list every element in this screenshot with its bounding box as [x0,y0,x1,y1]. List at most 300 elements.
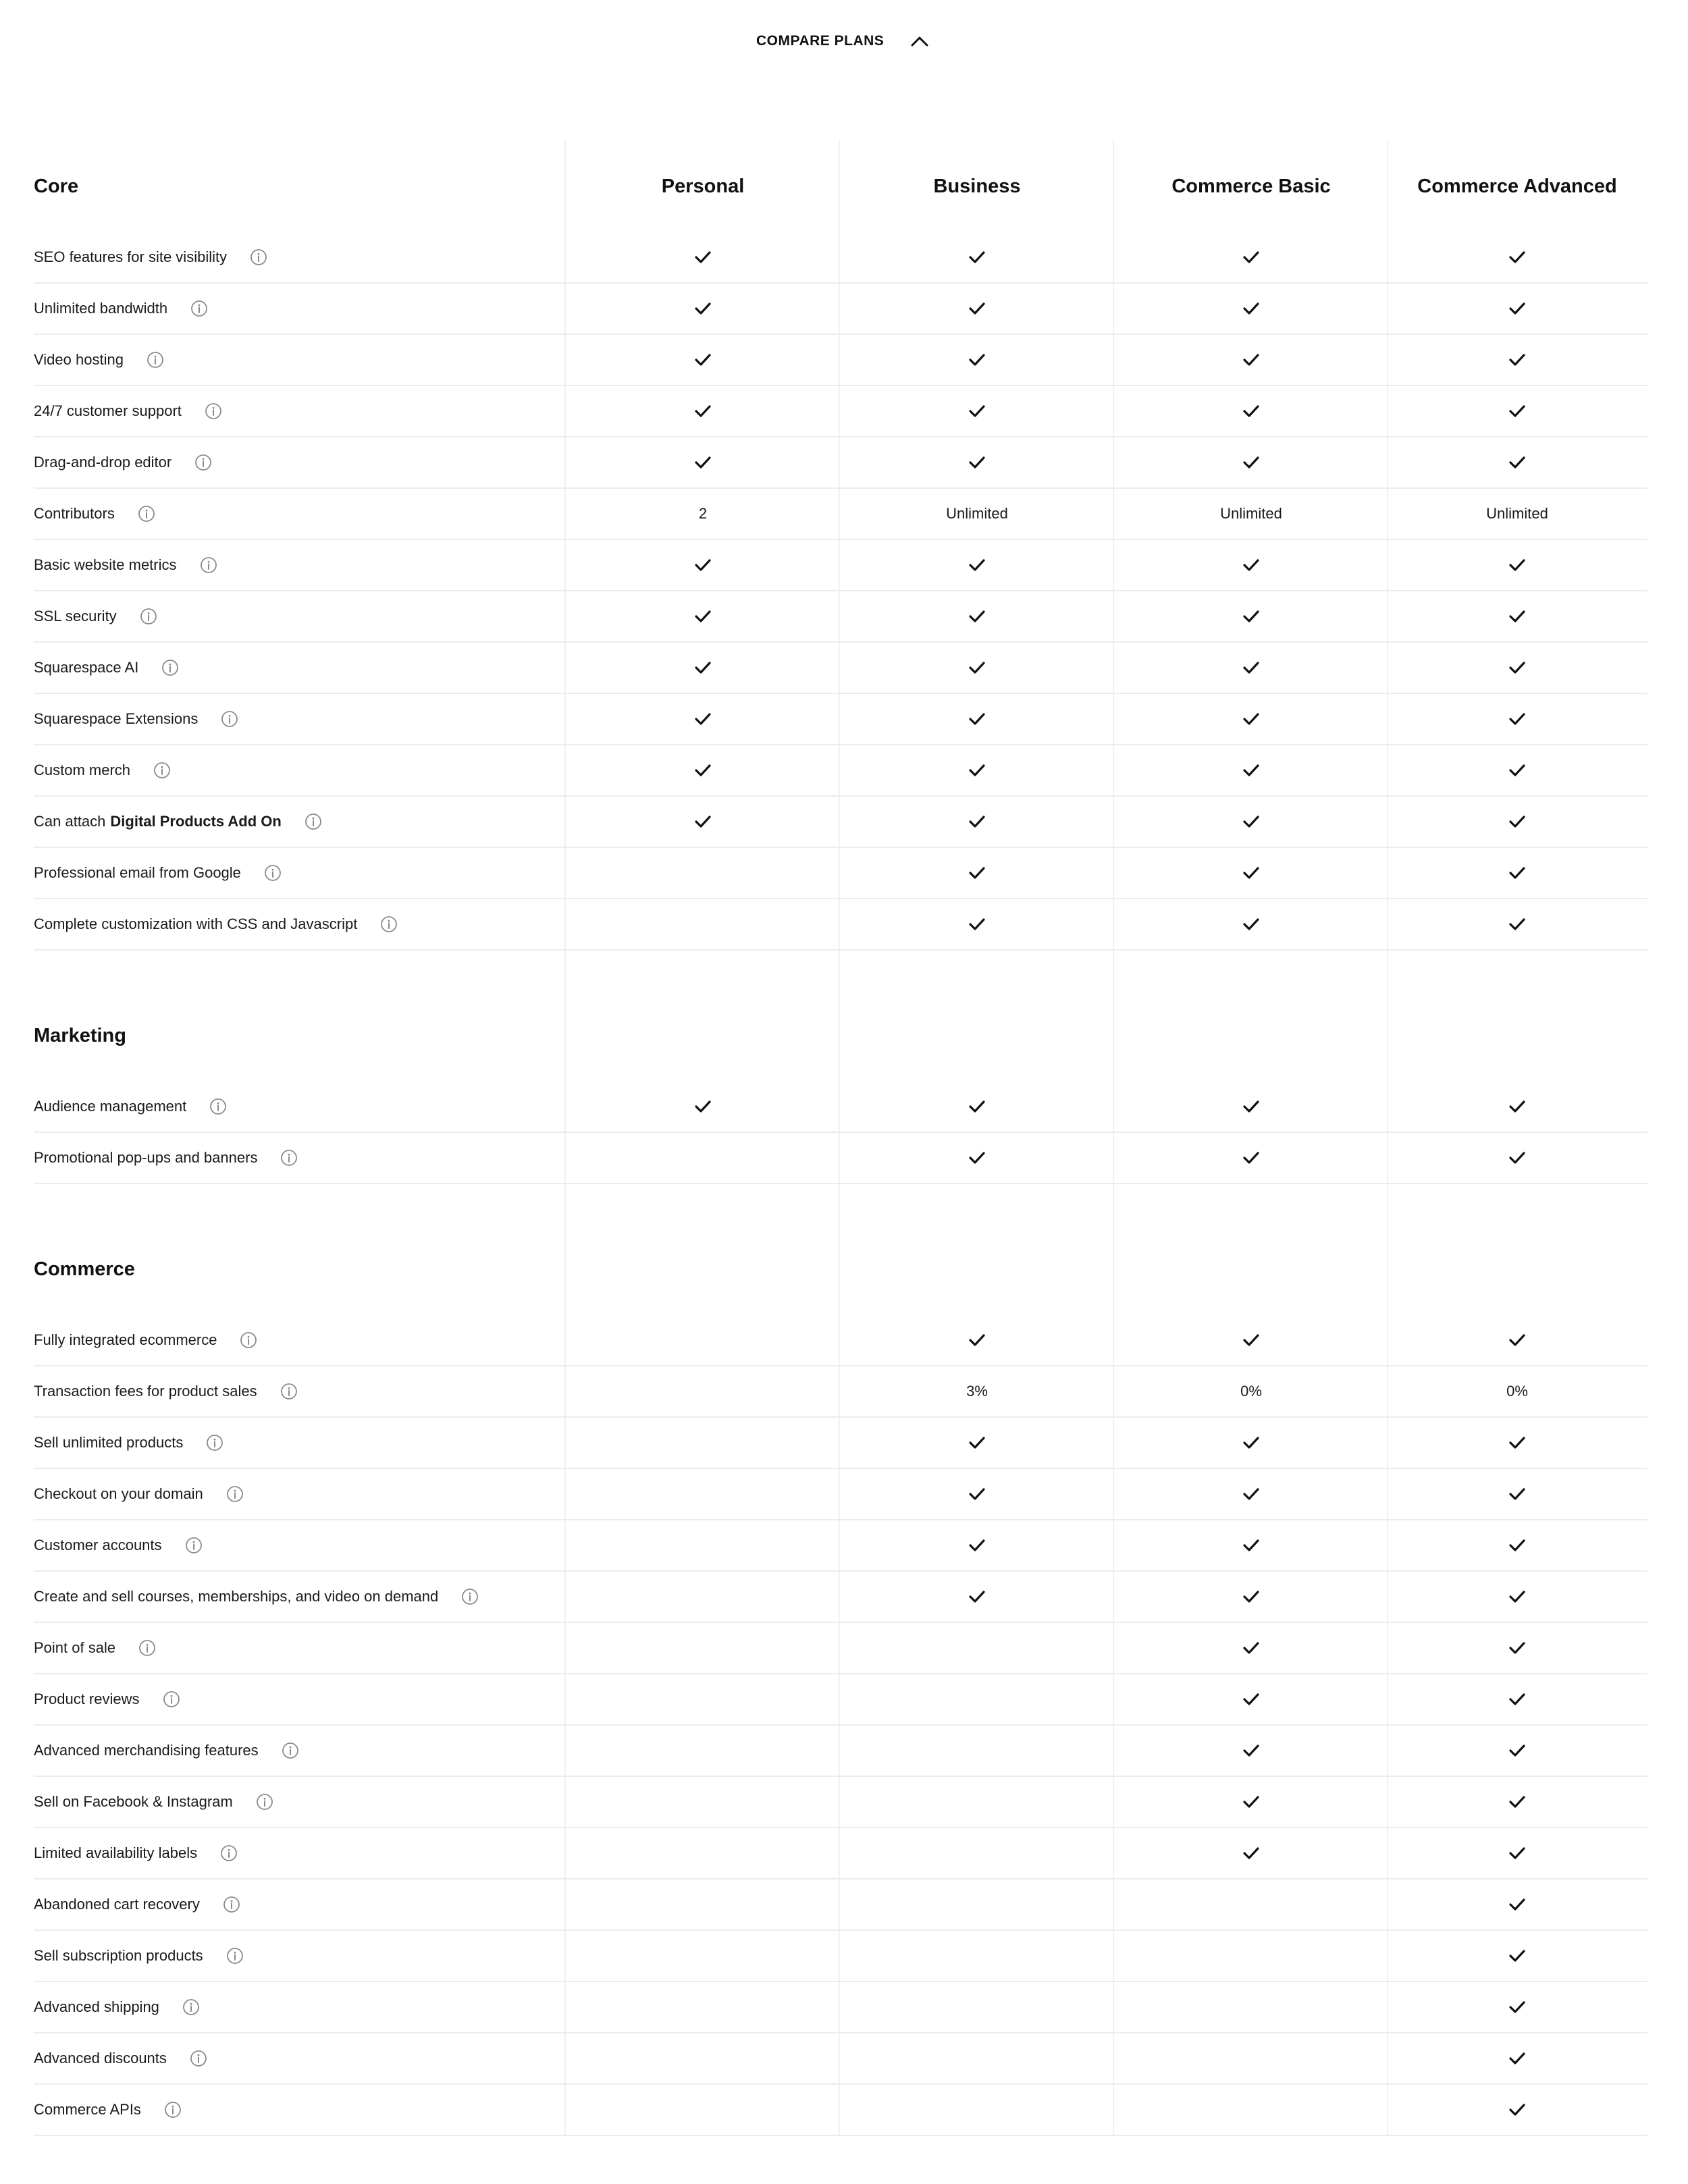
plan-cell-commerce-advanced [1388,1572,1646,1622]
plan-cell-commerce-basic [1114,1366,1388,1416]
checkmark-icon [1242,763,1260,778]
checkmark-icon [1242,404,1260,419]
info-icon[interactable] [167,300,208,317]
plan-cell-personal [566,284,840,334]
feature-name [34,1690,566,1708]
info-icon[interactable] [186,1098,227,1115]
checkmark-icon [1508,558,1526,572]
plan-cell-commerce-basic [1114,1674,1388,1724]
feature-name [34,710,566,728]
plan-cell-commerce-basic [1114,1880,1388,1929]
table-row [34,2033,1647,2085]
info-icon[interactable] [138,659,179,676]
plan-value: Unlimited [946,505,1008,522]
plan-cell-commerce-basic [1114,1520,1388,1570]
feature-label: Squarespace Extensions [34,710,199,727]
info-icon[interactable] [159,1998,200,2016]
checkmark-icon [968,865,986,880]
feature-label: Sell subscription products [34,1947,203,1964]
table-row [34,1366,1647,1418]
table-row [34,386,1647,437]
checkmark-icon [968,712,986,726]
checkmark-icon [1242,301,1260,316]
checkmark-icon [1508,1692,1526,1707]
plan-cell-commerce-basic [1114,1133,1388,1183]
checkmark-icon [1508,404,1526,419]
plan-cell-business [840,489,1114,539]
checkmark-icon [1508,1794,1526,1809]
info-icon[interactable] [115,505,155,523]
info-icon[interactable] [257,1383,298,1400]
checkmark-icon [694,301,712,316]
plan-cell-commerce-advanced [1388,1082,1646,1131]
plan-cell-personal [566,1366,840,1416]
checkmark-icon [1242,1333,1260,1348]
checkmark-icon [968,250,986,265]
plan-cell-personal [566,1572,840,1622]
checkmark-icon [968,917,986,932]
feature-label: Custom merch [34,762,131,778]
plan-value: 3% [966,1383,988,1400]
checkmark-icon [1508,1589,1526,1604]
section-header [34,140,1647,232]
plan-cell-commerce-advanced [1388,591,1646,641]
chevron-up-icon [911,36,928,47]
plan-cell-commerce-basic [1114,1315,1388,1365]
checkmark-icon [1242,1487,1260,1501]
plan-cell-business [840,745,1114,795]
plan-cell-business [840,1133,1114,1183]
section-marketing [34,990,1647,1184]
checkmark-icon [1508,1897,1526,1912]
feature-label: Point of sale [34,1639,116,1656]
checkmark-icon [1508,1333,1526,1348]
plan-cell-personal [566,797,840,847]
checkmark-icon [1508,1641,1526,1655]
plan-cell-business [840,335,1114,385]
checkmark-icon [968,1589,986,1604]
plan-cell-commerce-basic [1114,1623,1388,1673]
checkmark-icon [1242,558,1260,572]
checkmark-icon [694,558,712,572]
plan-cell-commerce-advanced [1388,1828,1646,1878]
checkmark-icon [968,558,986,572]
feature-label: Audience management [34,1098,187,1115]
feature-name [34,762,566,779]
plan-cell-commerce-basic [1114,1418,1388,1468]
plan-cell-business [840,232,1114,282]
checkmark-icon [1508,712,1526,726]
checkmark-icon [968,301,986,316]
feature-name [34,659,566,676]
plan-cell-business [840,1777,1114,1827]
feature-name [34,556,566,574]
checkmark-icon [1508,2102,1526,2117]
plan-cell-commerce-basic [1114,1726,1388,1776]
plan-cell-business [840,591,1114,641]
plan-value: Unlimited [1220,505,1282,522]
feature-name [34,1383,566,1400]
plan-cell-commerce-advanced [1388,848,1646,898]
plan-cell-business [840,1469,1114,1519]
plan-cell-business [840,848,1114,898]
plan-cell-business [840,2033,1114,2083]
plan-value: 2 [698,505,708,522]
feature-name [34,454,566,471]
plan-cell-commerce-advanced [1388,540,1646,590]
plan-cell-business [840,1726,1114,1776]
checkmark-icon [1242,917,1260,932]
feature-name [34,1844,566,1862]
info-icon[interactable] [124,351,164,369]
checkmark-icon [1508,455,1526,470]
plan-cell-commerce-advanced [1388,1315,1646,1365]
plan-cell-commerce-advanced [1388,1520,1646,1570]
plan-cell-personal [566,694,840,744]
feature-name [34,1896,566,1913]
info-icon[interactable] [200,1896,240,1913]
feature-label: Limited availability labels [34,1844,198,1861]
checkmark-icon [1242,1743,1260,1758]
info-icon[interactable] [183,1434,223,1451]
plan-cell-personal [566,386,840,436]
plan-cell-personal [566,232,840,282]
plan-cell-commerce-basic [1114,643,1388,693]
checkmark-icon [1508,1487,1526,1501]
table-row [34,1828,1647,1880]
plan-cell-personal [566,1418,840,1468]
feature-name [34,608,566,625]
feature-label: Advanced discounts [34,2050,167,2067]
plan-value: Unlimited [1486,505,1548,522]
checkmark-icon [1242,352,1260,367]
plan-cell-commerce-basic [1114,335,1388,385]
plan-cell-commerce-advanced [1388,797,1646,847]
checkmark-icon [968,404,986,419]
plan-cell-business [840,1931,1114,1981]
table-row [34,1133,1647,1184]
feature-name [34,300,566,317]
checkmark-icon [968,1099,986,1114]
info-icon[interactable] [357,915,398,933]
section-header [34,990,1647,1082]
table-row [34,232,1647,284]
section-title: Marketing [34,1024,126,1046]
checkmark-icon [1508,814,1526,829]
plan-cell-commerce-advanced [1388,1133,1646,1183]
plan-cell-business [840,1315,1114,1365]
feature-name [34,1485,566,1503]
info-icon[interactable] [130,762,171,779]
table-row [34,1880,1647,1931]
plan-cell-commerce-basic [1114,1082,1388,1131]
feature-name [34,915,566,933]
info-icon[interactable] [282,813,322,830]
plan-cell-commerce-basic [1114,540,1388,590]
plan-cell-personal [566,745,840,795]
plan-cell-commerce-basic [1114,899,1388,949]
plan-cell-business [840,386,1114,436]
plan-cell-business [840,1623,1114,1673]
plan-value: 0% [1506,1383,1528,1400]
plan-cell-commerce-basic [1114,1572,1388,1622]
checkmark-icon [694,455,712,470]
checkmark-icon [1508,1150,1526,1165]
feature-label: Create and sell courses, memberships, and video on demand [34,1588,439,1605]
checkmark-icon [1242,1846,1260,1861]
feature-label: Transaction fees for product sales [34,1383,257,1400]
plan-cell-business [840,2085,1114,2135]
feature-label: SSL security [34,608,117,624]
checkmark-icon [1242,865,1260,880]
info-icon[interactable] [141,2101,182,2119]
info-icon[interactable] [241,864,282,882]
feature-label: Fully integrated ecommerce [34,1331,217,1348]
table-row [34,643,1647,694]
plan-cell-business [840,1880,1114,1929]
checkmark-icon [1508,1538,1526,1553]
info-icon[interactable] [162,1537,203,1554]
checkmark-icon [1508,1846,1526,1861]
checkmark-icon [1508,865,1526,880]
info-icon[interactable] [438,1588,479,1605]
info-icon[interactable] [177,556,217,574]
plan-cell-personal [566,489,840,539]
table-row [34,899,1647,951]
feature-label: Video hosting [34,351,124,368]
plan-cell-business [840,1366,1114,1416]
feature-name [34,248,566,266]
feature-name [34,1149,566,1167]
info-icon[interactable] [233,1793,273,1811]
checkmark-icon [1242,1641,1260,1655]
feature-name [34,1098,566,1115]
plan-header-commerce-advanced: Commerce Advanced [1417,175,1617,197]
plan-cell-commerce-basic [1114,284,1388,334]
plan-cell-commerce-advanced [1388,2033,1646,2083]
plan-cell-personal [566,1520,840,1570]
checkmark-icon [1242,712,1260,726]
plan-cell-business [840,540,1114,590]
plan-cell-commerce-advanced [1388,643,1646,693]
plan-cell-business [840,284,1114,334]
checkmark-icon [1242,1099,1260,1114]
plan-cell-commerce-basic [1114,1931,1388,1981]
plan-cell-business [840,694,1114,744]
section-core [34,140,1647,951]
feature-label: Checkout on your domain [34,1485,203,1502]
info-icon[interactable] [167,2050,207,2067]
plan-cell-commerce-advanced [1388,1366,1646,1416]
plan-value: 0% [1240,1383,1262,1400]
feature-label: Unlimited bandwidth [34,300,168,317]
info-icon[interactable] [227,248,267,266]
checkmark-icon [1508,1435,1526,1450]
checkmark-icon [968,1150,986,1165]
checkmark-icon [1508,1099,1526,1114]
plan-cell-business [840,643,1114,693]
plan-cell-commerce-advanced [1388,694,1646,744]
plan-cell-commerce-basic [1114,437,1388,487]
feature-name [34,1434,566,1451]
section-title: Core [34,175,79,197]
feature-name [34,1998,566,2016]
plan-cell-commerce-basic [1114,1469,1388,1519]
checkmark-icon [694,763,712,778]
plan-header-personal: Personal [661,175,745,197]
plan-cell-commerce-advanced [1388,1418,1646,1468]
plan-cell-commerce-advanced [1388,386,1646,436]
checkmark-icon [968,1435,986,1450]
info-icon[interactable] [203,1947,244,1965]
info-icon[interactable] [198,710,238,728]
plan-cell-personal [566,1315,840,1365]
info-icon[interactable] [172,454,212,471]
plan-cell-personal [566,2033,840,2083]
plan-header-commerce-basic: Commerce Basic [1171,175,1331,197]
plan-cell-personal [566,437,840,487]
table-row [34,1623,1647,1674]
table-row [34,1777,1647,1828]
info-icon[interactable] [203,1485,244,1503]
feature-label: Squarespace AI [34,659,139,676]
plan-cell-commerce-basic [1114,1828,1388,1878]
table-row [34,284,1647,335]
plan-cell-commerce-basic [1114,1777,1388,1827]
plan-cell-commerce-basic [1114,2085,1388,2135]
plan-cell-commerce-basic [1114,797,1388,847]
checkmark-icon [1242,1692,1260,1707]
plan-cell-commerce-advanced [1388,1982,1646,2032]
table-row [34,694,1647,745]
plan-cell-personal [566,591,840,641]
info-icon[interactable] [117,608,157,625]
checkmark-icon [1242,609,1260,624]
plan-cell-commerce-advanced [1388,232,1646,282]
feature-label: Abandoned cart recovery [34,1896,200,1913]
feature-name [34,2050,566,2067]
info-icon[interactable] [259,1742,299,1759]
plan-cell-business [840,1572,1114,1622]
plan-cell-commerce-advanced [1388,284,1646,334]
plan-cell-commerce-advanced [1388,899,1646,949]
feature-name [34,1742,566,1759]
checkmark-icon [968,455,986,470]
table-row [34,797,1647,848]
feature-label: 24/7 customer support [34,402,182,419]
feature-label: Sell unlimited products [34,1434,184,1451]
plan-cell-commerce-basic [1114,1982,1388,2032]
feature-name [34,1639,566,1657]
table-row [34,745,1647,797]
plan-cell-personal [566,1880,840,1929]
feature-label: Commerce APIs [34,2101,141,2118]
checkmark-icon [694,1099,712,1114]
plan-cell-commerce-advanced [1388,1777,1646,1827]
checkmark-icon [694,660,712,675]
table-row [34,1572,1647,1623]
feature-name [34,1588,566,1605]
info-icon[interactable] [140,1690,180,1708]
compare-plans-toggle[interactable] [756,24,928,58]
checkmark-icon [1508,352,1526,367]
checkmark-icon [694,712,712,726]
plan-cell-commerce-basic [1114,2033,1388,2083]
checkmark-icon [1242,660,1260,675]
plan-cell-personal [566,1726,840,1776]
plan-cell-commerce-advanced [1388,1674,1646,1724]
checkmark-icon [1242,1794,1260,1809]
checkmark-icon [694,250,712,265]
checkmark-icon [968,814,986,829]
plan-cell-business [840,1674,1114,1724]
checkmark-icon [1508,2051,1526,2066]
checkmark-icon [968,609,986,624]
checkmark-icon [1508,917,1526,932]
compare-plans-label: COMPARE PLANS [756,33,885,49]
plan-cell-personal [566,1931,840,1981]
plan-cell-business [840,1828,1114,1878]
table-row [34,591,1647,643]
checkmark-icon [1242,1589,1260,1604]
plan-cell-commerce-advanced [1388,1931,1646,1981]
feature-name [34,2101,566,2119]
checkmark-icon [1242,455,1260,470]
plan-cell-personal [566,1777,840,1827]
plan-cell-commerce-advanced [1388,489,1646,539]
checkmark-icon [694,814,712,829]
feature-label: Product reviews [34,1690,140,1707]
checkmark-icon [694,404,712,419]
feature-label: Contributors [34,505,115,522]
feature-label: Promotional pop-ups and banners [34,1149,258,1166]
feature-label: Can attach [34,813,106,830]
checkmark-icon [1242,1435,1260,1450]
plan-cell-commerce-advanced [1388,1623,1646,1673]
section-header [34,1223,1647,1315]
plan-cell-personal [566,848,840,898]
checkmark-icon [968,660,986,675]
section-commerce [34,1223,1647,2136]
plan-cell-commerce-advanced [1388,1726,1646,1776]
checkmark-icon [968,1333,986,1348]
plan-cell-commerce-basic [1114,386,1388,436]
table-row [34,1520,1647,1572]
feature-label: Advanced merchandising features [34,1742,259,1759]
plan-cell-commerce-basic [1114,745,1388,795]
info-icon[interactable] [217,1331,257,1349]
plan-cell-commerce-advanced [1388,1880,1646,1929]
plan-cell-business [840,899,1114,949]
checkmark-icon [1508,660,1526,675]
plan-cell-business [840,1520,1114,1570]
feature-name [34,1793,566,1811]
info-icon[interactable] [115,1639,156,1657]
plan-cell-personal [566,1982,840,2032]
table-row [34,1982,1647,2033]
checkmark-icon [1242,1150,1260,1165]
info-icon[interactable] [182,402,222,420]
checkmark-icon [1508,763,1526,778]
info-icon[interactable] [257,1149,298,1167]
checkmark-icon [1508,1743,1526,1758]
checkmark-icon [1508,609,1526,624]
table-row [34,1082,1647,1133]
feature-label: Sell on Facebook & Instagram [34,1793,233,1810]
info-icon[interactable] [197,1844,238,1862]
feature-name [34,402,566,420]
plan-cell-personal [566,1469,840,1519]
